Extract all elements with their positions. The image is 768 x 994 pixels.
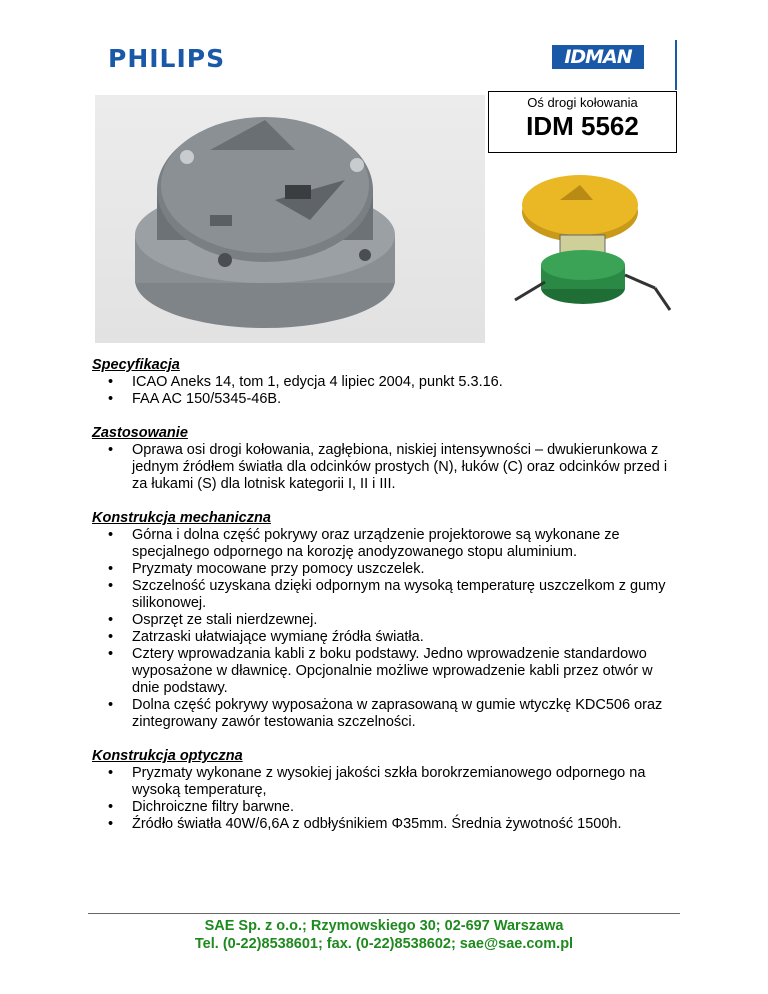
bullet-icon: • bbox=[108, 578, 114, 594]
list-item: • Cztery wprowadzania kabli z boku podstawy. Jedno wprowadzenie standardowo wyposażone w dławnicę. Opcjonalnie możliwe wprowadzenie kabli przez otwór w dnie podstawy. bbox=[108, 646, 653, 696]
header-divider bbox=[675, 40, 677, 90]
bullet-icon: • bbox=[108, 374, 114, 390]
bullet-icon: • bbox=[108, 629, 114, 645]
bullet-icon: • bbox=[108, 527, 114, 543]
bullet-icon: • bbox=[108, 765, 114, 781]
footer-contact: Tel. (0-22)8538601; fax. (0-22)8538602; sae@sae.com.pl bbox=[194, 936, 574, 952]
list-item: • Oprawa osi drogi kołowania, zagłębiona, niskiej intensywności – dwukierunkowa z jednym źródłem światła dla odcinków prostych (N), łuków (C) oraz odcinków przed i za łukami (S) dla lotnisk kategorii I, II i III. bbox=[108, 442, 668, 492]
footer-divider bbox=[88, 913, 680, 914]
philips-logo: PHILIPS bbox=[108, 44, 226, 73]
footer-address: SAE Sp. z o.o.; Rzymowskiego 30; 02-697 Warszawa bbox=[204, 918, 564, 934]
list-item: • Źródło światła 40W/6,6A z odbłyśnikiem Φ35mm. Średnia żywotność 1500h. bbox=[108, 816, 622, 832]
list-item: • Dichroiczne filtry barwne. bbox=[108, 799, 294, 815]
product-model: IDM 5562 bbox=[526, 111, 639, 141]
bullet-icon: • bbox=[108, 442, 114, 458]
list-item: • ICAO Aneks 14, tom 1, edycja 4 lipiec 2004, punkt 5.3.16. bbox=[108, 374, 503, 390]
list-item: • Pryzmaty mocowane przy pomocy uszczelek. bbox=[108, 561, 425, 577]
bullet-icon: • bbox=[108, 799, 114, 815]
idman-logo: IDMAN bbox=[552, 45, 644, 69]
list-item: • Zatrzaski ułatwiające wymianę źródła światła. bbox=[108, 629, 424, 645]
bullet-icon: • bbox=[108, 697, 114, 713]
product-photo bbox=[95, 95, 485, 343]
bullet-icon: • bbox=[108, 391, 114, 407]
section-konstrukcja-mechaniczna bbox=[92, 510, 682, 731]
bullet-icon: • bbox=[108, 612, 114, 628]
section-specyfikacja bbox=[92, 357, 682, 408]
section-konstrukcja-optyczna bbox=[92, 748, 682, 833]
section-heading: Zastosowanie bbox=[92, 425, 188, 441]
product-subtitle: Oś drogi kołowania bbox=[527, 95, 638, 110]
list-item: • Osprzęt ze stali nierdzewnej. bbox=[108, 612, 318, 628]
runway-light-illustration bbox=[95, 95, 485, 343]
exploded-view-photo bbox=[505, 160, 675, 340]
bullet-icon: • bbox=[108, 646, 114, 662]
exploded-view-illustration bbox=[505, 160, 675, 340]
list-item: • Dolna część pokrywy wyposażona w zaprasowaną w gumie wtyczkę KDC506 oraz zintegrowany zawór testowania szczelności. bbox=[108, 697, 663, 730]
list-item: • FAA AC 150/5345-46B. bbox=[108, 391, 282, 407]
section-heading: Konstrukcja mechaniczna bbox=[92, 510, 271, 526]
bullet-icon: • bbox=[108, 561, 114, 577]
list-item: • Górna i dolna część pokrywy oraz urządzenie projektorowe są wykonane ze specjalnego odpornego na korozję anodyzowanego stopu aluminium. bbox=[108, 527, 620, 560]
bullet-icon: • bbox=[108, 816, 114, 832]
section-heading: Konstrukcja optyczna bbox=[92, 748, 243, 764]
list-item: • Szczelność uzyskana dzięki odpornym na wysoką temperaturę uszczelkom z gumy silikonowej. bbox=[108, 578, 666, 611]
product-title-box bbox=[488, 91, 677, 153]
document-body bbox=[92, 357, 682, 850]
list-item: • Pryzmaty wykonane z wysokiej jakości szkła borokrzemianowego odpornego na wysoką temperaturę, bbox=[108, 765, 646, 798]
section-zastosowanie bbox=[92, 425, 682, 493]
section-heading: Specyfikacja bbox=[92, 357, 180, 373]
